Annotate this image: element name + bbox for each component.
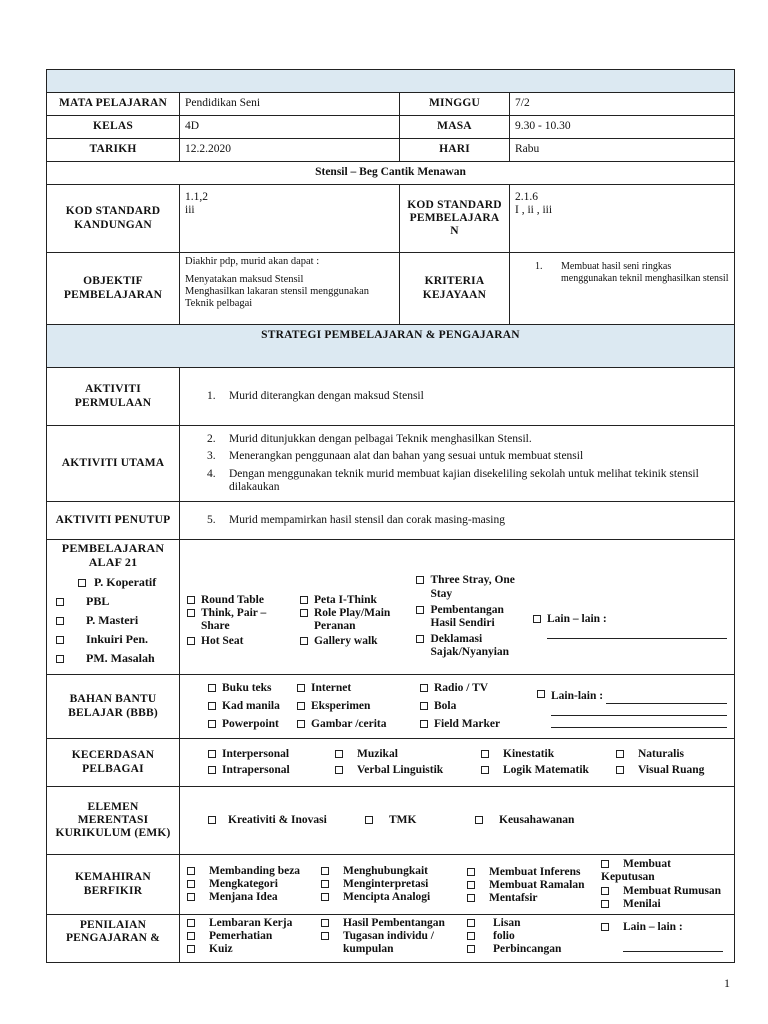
- checkbox-icon[interactable]: [56, 598, 64, 606]
- row-strategi: [47, 325, 735, 368]
- checkbox-icon[interactable]: [467, 894, 475, 902]
- checkbox-icon[interactable]: [467, 932, 475, 940]
- lesson-plan-sheet: [46, 69, 734, 963]
- row-kemahiran: [47, 855, 735, 915]
- checkbox-icon[interactable]: [208, 816, 216, 824]
- option-interpersonal[interactable]: Interpersonal: [208, 748, 325, 761]
- mata-pelajaran-label: MATA PELAJARAN: [47, 93, 180, 116]
- checkbox-icon[interactable]: [335, 750, 343, 758]
- option-mengkategori[interactable]: Mengkategori: [187, 878, 311, 891]
- option-gambar-cerita[interactable]: Gambar /cerita: [297, 718, 410, 731]
- checkbox-icon[interactable]: [321, 932, 329, 940]
- checkbox-icon[interactable]: [187, 609, 195, 617]
- option-eksperimen[interactable]: Eksperimen: [297, 700, 410, 713]
- checkbox-icon[interactable]: [475, 816, 483, 824]
- kriteria-number: 1.: [535, 261, 543, 272]
- option-membuat-inferens[interactable]: Membuat Inferens: [467, 866, 591, 879]
- option-menjana-idea[interactable]: Menjana Idea: [187, 891, 311, 904]
- option-kuiz[interactable]: Kuiz: [187, 943, 311, 956]
- checkbox-icon[interactable]: [616, 750, 624, 758]
- hari-label: HARI: [400, 139, 510, 162]
- alaf-option-masalah[interactable]: PM. Masalah: [50, 649, 176, 668]
- masa-value: 9.30 - 10.30: [510, 116, 735, 139]
- option-peta-ithink[interactable]: Peta I-Think: [300, 594, 406, 607]
- option-membuat-ramalan[interactable]: Membuat Ramalan: [467, 879, 591, 892]
- option-kinestatik[interactable]: Kinestatik: [481, 748, 606, 761]
- page-number: 1: [724, 976, 730, 990]
- checkbox-icon[interactable]: [300, 637, 308, 645]
- aktiviti-penutup-label: AKTIVITI PENUTUP: [47, 502, 180, 540]
- checkbox-icon[interactable]: [187, 945, 195, 953]
- checkbox-icon[interactable]: [416, 606, 424, 614]
- alaf-option-inkuiri[interactable]: Inkuiri Pen.: [50, 630, 176, 649]
- objektif-label: OBJEKTIF PEMBELAJARAN: [47, 253, 180, 325]
- option-gallery-walk[interactable]: Gallery walk: [300, 635, 406, 648]
- option-round-table[interactable]: Round Table: [187, 594, 290, 607]
- option-buku-teks[interactable]: Buku teks: [208, 682, 292, 695]
- checkbox-icon[interactable]: [321, 919, 329, 927]
- option-kreativiti-inovasi[interactable]: Kreativiti & Inovasi: [208, 814, 355, 827]
- alaf21-label-cell: [47, 540, 180, 675]
- option-lain-lain[interactable]: Lain – lain :: [533, 613, 727, 626]
- kriteria-label: KRITERIA KEJAYAAN: [400, 253, 510, 325]
- emk-options: [180, 787, 735, 855]
- checkbox-icon[interactable]: [467, 868, 475, 876]
- activity-text: Menerangkan penggunaan alat dan bahan yang sesuai untuk membuat stensil: [229, 450, 584, 463]
- checkbox-icon[interactable]: [467, 919, 475, 927]
- alaf21-label: PEMBELAJARAN ALAF 21: [61, 541, 165, 569]
- checkbox-icon[interactable]: [467, 881, 475, 889]
- bbb-options: [180, 675, 735, 739]
- checkbox-icon[interactable]: [187, 880, 195, 888]
- bbb-label: BAHAN BANTU BELAJAR (BBB): [47, 675, 180, 739]
- checkbox-icon[interactable]: [321, 893, 329, 901]
- checkbox-icon[interactable]: [297, 720, 305, 728]
- option-naturalis[interactable]: Naturalis: [616, 748, 727, 761]
- checkbox-icon[interactable]: [187, 867, 195, 875]
- checkbox-icon[interactable]: [321, 880, 329, 888]
- checkbox-icon[interactable]: [601, 900, 609, 908]
- activity-number: 3.: [207, 450, 216, 463]
- row-permulaan: [47, 368, 735, 426]
- kecerdasan-label: KECERDASAN PELBAGAI: [47, 739, 180, 787]
- kod-standard-pembelajaran-value: [510, 185, 735, 253]
- bbb-blank-line-1[interactable]: [551, 706, 727, 716]
- row-kecerdasan: [47, 739, 735, 787]
- option-menginterpretasi[interactable]: Menginterpretasi: [321, 878, 457, 891]
- checkbox-icon[interactable]: [56, 655, 64, 663]
- activity-text: Murid diterangkan dengan maksud Stensil: [229, 389, 424, 402]
- row-emk: [47, 787, 735, 855]
- option-tugasan[interactable]: Tugasan individu / kumpulan: [321, 930, 457, 956]
- checkbox-icon[interactable]: [467, 945, 475, 953]
- checkbox-icon[interactable]: [208, 720, 216, 728]
- option-bbb-lain-lain[interactable]: Lain-lain :: [537, 690, 727, 703]
- masa-label: MASA: [400, 116, 510, 139]
- option-tmk[interactable]: TMK: [365, 814, 465, 827]
- row-tarikh: [47, 139, 735, 162]
- activity-item-4: [185, 468, 729, 494]
- row-topic: [47, 162, 735, 185]
- emk-label: ELEMEN MERENTASI KURIKULUM (EMK): [47, 787, 180, 855]
- option-visual-ruang[interactable]: Visual Ruang: [616, 764, 727, 777]
- kemahiran-label: KEMAHIRAN BERFIKIR: [47, 855, 180, 915]
- option-think-pair-share[interactable]: Think, Pair – Share: [187, 607, 290, 633]
- alaf21-options: [180, 540, 735, 675]
- checkbox-icon[interactable]: [416, 635, 424, 643]
- checkbox-icon[interactable]: [208, 766, 216, 774]
- aktiviti-utama-label: AKTIVITI UTAMA: [47, 426, 180, 502]
- checkbox-icon[interactable]: [187, 919, 195, 927]
- alaf-option-pbl[interactable]: PBL: [50, 592, 176, 611]
- kandungan-line1: 1.1,2: [185, 191, 208, 203]
- bbb-blank-line-2[interactable]: [551, 718, 727, 728]
- minggu-label: MINGGU: [400, 93, 510, 116]
- checkbox-icon[interactable]: [365, 816, 373, 824]
- minggu-value: 7/2: [510, 93, 735, 116]
- penilaian-options: [180, 915, 735, 963]
- pembelajaran-line1: 2.1.6: [515, 191, 538, 203]
- option-field-marker[interactable]: Field Marker: [420, 718, 526, 731]
- aktiviti-permulaan-label: AKTIVITI PERMULAAN: [47, 368, 180, 426]
- option-menghubungkait[interactable]: Menghubungkait: [321, 865, 457, 878]
- kelas-value: 4D: [180, 116, 400, 139]
- row-penutup: [47, 502, 735, 540]
- objektif-value: [180, 253, 400, 325]
- option-hot-seat[interactable]: Hot Seat: [187, 635, 290, 648]
- option-mentafsir[interactable]: Mentafsir: [467, 892, 591, 905]
- checkbox-icon[interactable]: [56, 636, 64, 644]
- option-radio-tv[interactable]: Radio / TV: [420, 682, 526, 695]
- option-menilai[interactable]: Menilai: [601, 898, 727, 911]
- objektif-line1: Menyatakan maksud Stensil: [185, 274, 304, 286]
- option-lembaran-kerja[interactable]: Lembaran Kerja: [187, 917, 311, 930]
- row-penilaian: [47, 915, 735, 963]
- checkbox-icon[interactable]: [335, 766, 343, 774]
- checkbox-icon[interactable]: [208, 750, 216, 758]
- aktiviti-penutup-content: [180, 502, 735, 540]
- option-pemerhatian[interactable]: Pemerhatian: [187, 930, 311, 943]
- checkbox-icon[interactable]: [616, 766, 624, 774]
- activity-number: 4.: [207, 467, 216, 480]
- option-logik-matematik[interactable]: Logik Matematik: [481, 764, 606, 777]
- checkbox-icon[interactable]: [420, 720, 428, 728]
- activity-text: Dengan menggunakan teknik murid membuat kajian disekeliling sekolah untuk melihat tekinik stensil dilakaukan: [229, 467, 699, 493]
- kandungan-line2: iii: [185, 204, 195, 217]
- activity-item-3: [185, 450, 729, 463]
- tarikh-value: 12.2.2020: [180, 139, 400, 162]
- option-internet[interactable]: Internet: [297, 682, 410, 695]
- checkbox-icon[interactable]: [297, 684, 305, 692]
- checkbox-icon[interactable]: [187, 932, 195, 940]
- option-membuat-keputusan[interactable]: Membuat Keputusan: [601, 858, 671, 884]
- activity-item-2: [185, 433, 729, 446]
- kod-standard-kandungan-value: [180, 185, 400, 253]
- checkbox-icon[interactable]: [601, 923, 609, 931]
- row-bbb: [47, 675, 735, 739]
- option-three-stray[interactable]: Three Stray, One Stay: [416, 574, 522, 600]
- checkbox-icon[interactable]: [601, 887, 609, 895]
- top-band: [47, 70, 735, 93]
- activity-item-1: [185, 390, 729, 403]
- lain-lain-blank[interactable]: [547, 629, 727, 639]
- checkbox-icon[interactable]: [537, 690, 545, 698]
- checkbox-icon[interactable]: [321, 867, 329, 875]
- penilaian-label: PENILAIAN PENGAJARAN &: [47, 915, 180, 963]
- objektif-intro: Diakhir pdp, murid akan dapat :: [185, 256, 320, 267]
- checkbox-icon[interactable]: [420, 702, 428, 710]
- option-penilaian-lain-lain[interactable]: Lain – lain :: [601, 921, 727, 934]
- option-bola[interactable]: Bola: [420, 700, 526, 713]
- option-lisan[interactable]: Lisan: [467, 917, 591, 930]
- tarikh-label: TARIKH: [47, 139, 180, 162]
- option-keusahawanan[interactable]: Keusahawanan: [475, 814, 727, 827]
- alaf-option-koperatif[interactable]: P. Koperatif: [50, 573, 176, 592]
- option-deklamasi[interactable]: Deklamasi Sajak/Nyanyian: [416, 633, 522, 659]
- row-mata-pelajaran: [47, 93, 735, 116]
- kod-standard-pembelajaran-label: KOD STANDARD PEMBELAJARA N: [400, 185, 510, 253]
- pembelajaran-line2: I , ii , iii: [515, 204, 553, 217]
- checkbox-icon[interactable]: [78, 579, 86, 587]
- checkbox-icon[interactable]: [481, 750, 489, 758]
- row-alaf21: [47, 540, 735, 675]
- checkbox-icon[interactable]: [601, 860, 609, 868]
- option-muzikal[interactable]: Muzikal: [335, 748, 471, 761]
- lesson-plan-table: [46, 69, 735, 963]
- kriteria-value: [510, 253, 735, 325]
- checkbox-icon[interactable]: [420, 684, 428, 692]
- option-membuat-rumusan[interactable]: Membuat Rumusan: [601, 885, 727, 898]
- checkbox-icon[interactable]: [300, 596, 308, 604]
- activity-number: 5.: [207, 513, 216, 526]
- activity-number: 1.: [207, 389, 216, 402]
- penilaian-blank-line[interactable]: [623, 942, 723, 952]
- option-hasil-pembentangan[interactable]: Hasil Pembentangan: [321, 917, 457, 930]
- strategi-title: STRATEGI PEMBELAJARAN & PENGAJARAN: [47, 325, 735, 368]
- row-utama: [47, 426, 735, 502]
- checkbox-icon[interactable]: [533, 615, 541, 623]
- mata-pelajaran-value: Pendidikan Seni: [180, 93, 400, 116]
- kriteria-text: Membuat hasil seni ringkas menggunakan teknil menghasilkan stensil: [561, 261, 729, 284]
- hari-value: Rabu: [510, 139, 735, 162]
- option-membanding-beza[interactable]: Membanding beza: [187, 865, 311, 878]
- checkbox-icon[interactable]: [187, 893, 195, 901]
- checkbox-icon[interactable]: [56, 617, 64, 625]
- row-objektif: [47, 253, 735, 325]
- kelas-label: KELAS: [47, 116, 180, 139]
- kod-standard-kandungan-label: KOD STANDARD KANDUNGAN: [47, 185, 180, 253]
- objektif-line2: Menghasilkan lakaran stensil menggunakan Teknik pelbagai: [185, 286, 369, 310]
- checkbox-icon[interactable]: [187, 596, 195, 604]
- option-folio[interactable]: folio: [467, 930, 591, 943]
- activity-item-5: [185, 514, 729, 527]
- checkbox-icon[interactable]: [187, 637, 195, 645]
- option-powerpoint[interactable]: Powerpoint: [208, 718, 292, 731]
- option-intrapersonal[interactable]: Intrapersonal: [208, 764, 325, 777]
- row-kelas: [47, 116, 735, 139]
- activity-text: Murid mempamirkan hasil stensil dan corak masing-masing: [229, 513, 505, 526]
- option-role-play[interactable]: Role Play/Main Peranan: [300, 607, 406, 633]
- aktiviti-utama-content: [180, 426, 735, 502]
- row-standards: [47, 185, 735, 253]
- option-kad-manila[interactable]: Kad manila: [208, 700, 292, 713]
- kemahiran-options: [180, 855, 735, 915]
- option-pembentangan[interactable]: Pembentangan Hasil Sendiri: [416, 604, 522, 630]
- alaf-option-masteri[interactable]: P. Masteri: [50, 611, 176, 630]
- option-perbincangan[interactable]: Perbincangan: [467, 943, 591, 956]
- checkbox-icon[interactable]: [297, 702, 305, 710]
- checkbox-icon[interactable]: [416, 576, 424, 584]
- checkbox-icon[interactable]: [300, 609, 308, 617]
- checkbox-icon[interactable]: [481, 766, 489, 774]
- checkbox-icon[interactable]: [208, 684, 216, 692]
- activity-text: Murid ditunjukkan dengan pelbagai Teknik menghasilkan Stensil.: [229, 433, 532, 446]
- checkbox-icon[interactable]: [208, 702, 216, 710]
- option-verbal-linguistik[interactable]: Verbal Linguistik: [335, 764, 471, 777]
- top-band-row: [47, 70, 735, 93]
- topic-title: Stensil – Beg Cantik Menawan: [47, 162, 735, 185]
- aktiviti-permulaan-content: [180, 368, 735, 426]
- kecerdasan-options: [180, 739, 735, 787]
- option-mencipta-analogi[interactable]: Mencipta Analogi: [321, 891, 457, 904]
- activity-number: 2.: [207, 433, 216, 446]
